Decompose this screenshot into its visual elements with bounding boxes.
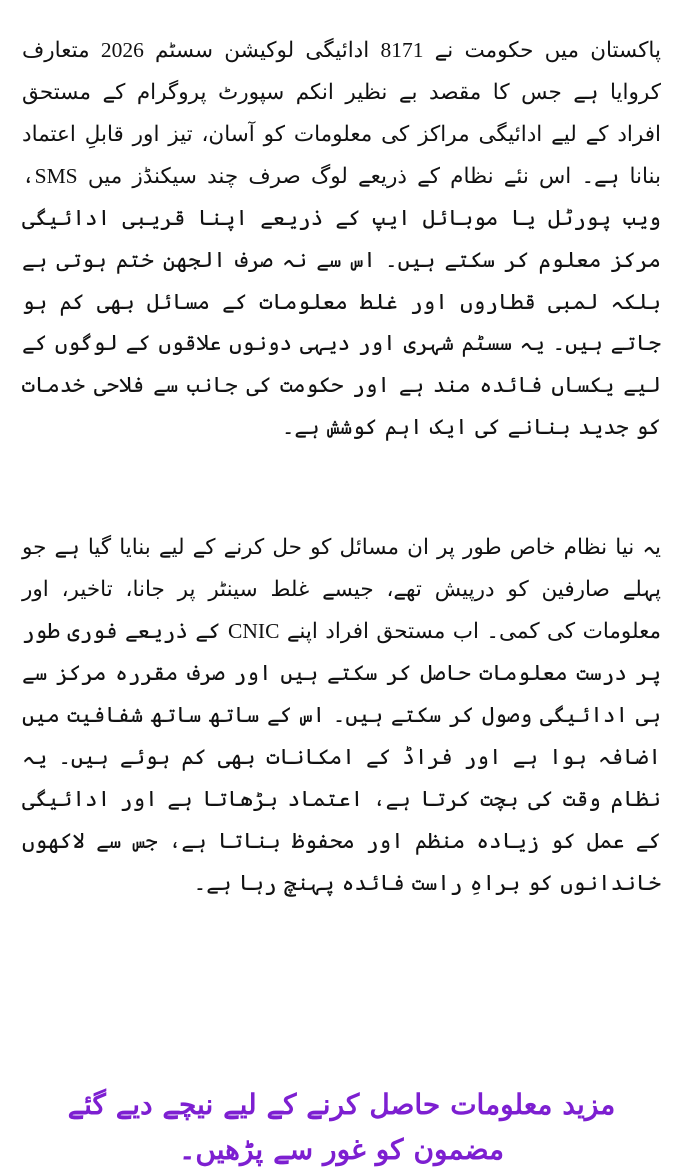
paragraph-1: پاکستان میں حکومت نے 8171 ادائیگی لوکیشن سسٹم 2026 متعارف کروایا ہے جس کا مقصد بے نظیر انکم سپورٹ پروگرام کے مستحق افراد کے لیے ادائیگی مراکز کی معلومات کو آسان، تیز اور قابلِ اعتماد بنانا ہے۔ اس نئے نظام کے ذریعے لوگ صرف چند سیکنڈز میں SMS، ویب پورٹل یا موبائل ایپ کے ذریعے اپنا قریبی ادائیگی مرکز معلوم کر سکتے ہیں۔ اس سے نہ صرف الجھن ختم ہوتی ہے بلکہ لمبی قطاروں اور غلط معلومات کے مسائل بھی کم ہو جاتے ہیں۔ یہ سسٹم شہری اور دیہی دونوں علاقوں کے لوگوں کے لیے یکساں فائدہ مند ہے اور حکومت کی جانب سے فلاحی خدمات کو جدید بنانے کی ایک اہم کوشش ہے۔ — [22, 38, 661, 440]
paragraph-spacer-2 — [22, 905, 661, 1055]
paragraph-2: یہ نیا نظام خاص طور پر ان مسائل کو حل کرنے کے لیے بنایا گیا ہے جو پہلے صارفین کو درپیش تھے، جیسے غلط سینٹر پر جانا، تاخیر، اور معلومات کی کمی۔ اب مستحق افراد اپنے CNIC کے ذریعے فوری طور پر درست معلومات حاصل کر سکتے ہیں اور صرف مقررہ مرکز سے ہی ادائیگی وصول کر سکتے ہیں۔ اس کے ساتھ ساتھ شفافیت میں اضافہ ہوا ہے اور فراڈ کے امکانات بھی کم ہوئے ہیں۔ یہ نظام وقت کی بچت کرتا ہے، اعتماد بڑھاتا ہے اور ادائیگی کے عمل کو زیادہ منظم اور محفوظ بناتا ہے، جس سے لاکھوں خاندانوں کو براہِ راست فائدہ پہنچ رہا ہے۔ — [22, 535, 662, 895]
callout-text: مزید معلومات حاصل کرنے کے لیے نیچے دیے گئے مضمون کو غور سے پڑھیں۔ — [67, 1089, 616, 1166]
paragraph-spacer-1 — [22, 449, 661, 527]
